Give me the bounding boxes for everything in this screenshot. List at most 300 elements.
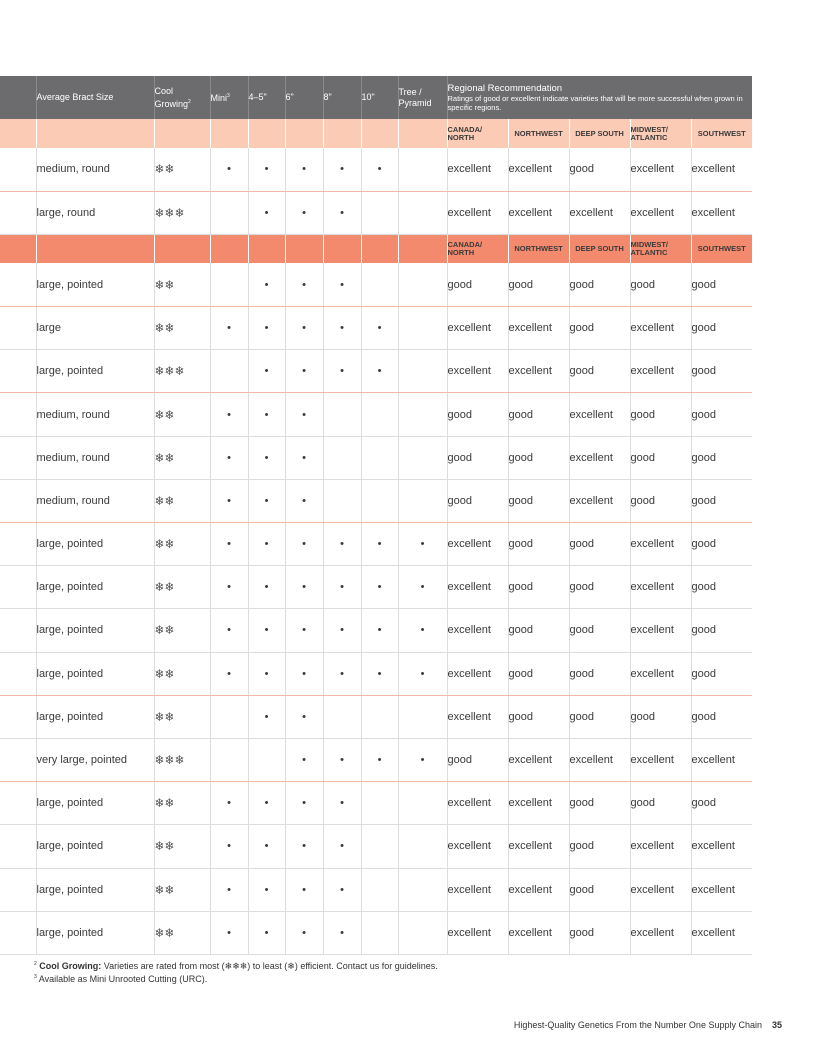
section-blank-cell xyxy=(36,234,154,263)
region-label-southwest: SOUTHWEST xyxy=(691,119,752,148)
size-8-cell: • xyxy=(323,825,361,868)
size-8-cell: • xyxy=(323,652,361,695)
table-row xyxy=(0,523,752,566)
size-8-cell: • xyxy=(323,566,361,609)
rating-northwest-cell: good xyxy=(508,695,569,738)
rating-canada-cell: good xyxy=(447,479,508,522)
rating-midwest-cell: excellent xyxy=(630,566,691,609)
row-blank-cell xyxy=(0,782,36,825)
tree-pyramid-cell xyxy=(398,350,447,393)
rating-southwest-cell: excellent xyxy=(691,191,752,234)
rating-northwest-cell: excellent xyxy=(508,738,569,781)
rating-midwest-cell: excellent xyxy=(630,868,691,911)
rating-midwest-cell: excellent xyxy=(630,523,691,566)
size-10-cell xyxy=(361,782,398,825)
mini-cell: • xyxy=(210,868,248,911)
region-label-deep-south: DEEP SOUTH xyxy=(569,119,630,148)
rating-southwest-cell: excellent xyxy=(691,148,752,191)
rating-midwest-cell: excellent xyxy=(630,738,691,781)
rating-deep-south-cell: good xyxy=(569,609,630,652)
rating-canada-cell: good xyxy=(447,436,508,479)
section-blank-cell xyxy=(36,119,154,148)
table-row xyxy=(0,263,752,306)
size-4-5-cell: • xyxy=(248,148,285,191)
row-blank-cell xyxy=(0,609,36,652)
tree-pyramid-cell xyxy=(398,911,447,954)
rating-southwest-cell: good xyxy=(691,436,752,479)
tree-pyramid-cell: • xyxy=(398,652,447,695)
row-blank-cell xyxy=(0,479,36,522)
row-blank-cell xyxy=(0,652,36,695)
table-row xyxy=(0,868,752,911)
header-4-5: 4–5" xyxy=(248,76,285,119)
size-10-cell xyxy=(361,868,398,911)
header-8: 8" xyxy=(323,76,361,119)
rating-canada-cell: excellent xyxy=(447,911,508,954)
size-6-cell: • xyxy=(285,566,323,609)
rating-southwest-cell: excellent xyxy=(691,868,752,911)
size-4-5-cell: • xyxy=(248,191,285,234)
row-blank-cell xyxy=(0,436,36,479)
size-4-5-cell: • xyxy=(248,263,285,306)
bract-size-cell: medium, round xyxy=(36,393,154,436)
region-label-northwest: NORTHWEST xyxy=(508,119,569,148)
rating-deep-south-cell: excellent xyxy=(569,393,630,436)
rating-midwest-cell: excellent xyxy=(630,825,691,868)
cool-growing-cell: ❄❄ xyxy=(154,307,210,350)
cool-growing-cell: ❄❄ xyxy=(154,868,210,911)
mini-cell: • xyxy=(210,911,248,954)
table-body xyxy=(0,119,752,954)
row-blank-cell xyxy=(0,350,36,393)
section-blank-cell xyxy=(0,234,36,263)
tree-pyramid-cell: • xyxy=(398,609,447,652)
size-10-cell xyxy=(361,695,398,738)
rating-northwest-cell: good xyxy=(508,436,569,479)
size-6-cell: • xyxy=(285,652,323,695)
rating-midwest-cell: excellent xyxy=(630,191,691,234)
bract-size-cell: large, pointed xyxy=(36,263,154,306)
cool-growing-cell: ❄❄ xyxy=(154,479,210,522)
size-8-cell: • xyxy=(323,911,361,954)
table-row xyxy=(0,479,752,522)
size-10-cell: • xyxy=(361,148,398,191)
size-8-cell: • xyxy=(323,738,361,781)
size-8-cell xyxy=(323,479,361,522)
rating-northwest-cell: good xyxy=(508,566,569,609)
size-6-cell: • xyxy=(285,825,323,868)
size-4-5-cell: • xyxy=(248,911,285,954)
size-10-cell: • xyxy=(361,566,398,609)
bract-size-cell: large, pointed xyxy=(36,566,154,609)
size-8-cell xyxy=(323,436,361,479)
header-6: 6" xyxy=(285,76,323,119)
rating-canada-cell: excellent xyxy=(447,609,508,652)
size-6-cell: • xyxy=(285,350,323,393)
size-4-5-cell: • xyxy=(248,479,285,522)
tree-pyramid-cell xyxy=(398,307,447,350)
cool-growing-cell: ❄❄ xyxy=(154,148,210,191)
table-row xyxy=(0,393,752,436)
tree-pyramid-cell xyxy=(398,436,447,479)
mini-cell: • xyxy=(210,393,248,436)
cool-growing-cell: ❄❄ xyxy=(154,609,210,652)
rating-northwest-cell: good xyxy=(508,523,569,566)
rating-northwest-cell: excellent xyxy=(508,350,569,393)
size-10-cell: • xyxy=(361,523,398,566)
header-tree-pyramid: Tree / Pyramid xyxy=(398,76,447,119)
size-8-cell xyxy=(323,695,361,738)
rating-midwest-cell: excellent xyxy=(630,148,691,191)
size-8-cell: • xyxy=(323,782,361,825)
bract-size-cell: large, pointed xyxy=(36,652,154,695)
section-header-row xyxy=(0,119,752,148)
region-label-canada: CANADA/ NORTH xyxy=(447,234,508,263)
header-blank xyxy=(0,76,36,119)
rating-canada-cell: good xyxy=(447,263,508,306)
size-6-cell: • xyxy=(285,393,323,436)
mini-cell xyxy=(210,263,248,306)
size-10-cell: • xyxy=(361,609,398,652)
table-row xyxy=(0,436,752,479)
header-row xyxy=(0,76,752,119)
size-4-5-cell: • xyxy=(248,695,285,738)
mini-cell xyxy=(210,191,248,234)
rating-northwest-cell: excellent xyxy=(508,782,569,825)
row-blank-cell xyxy=(0,738,36,781)
row-blank-cell xyxy=(0,825,36,868)
size-6-cell: • xyxy=(285,695,323,738)
row-blank-cell xyxy=(0,566,36,609)
tree-pyramid-cell xyxy=(398,825,447,868)
size-6-cell: • xyxy=(285,609,323,652)
section-blank-cell xyxy=(154,119,210,148)
size-10-cell xyxy=(361,825,398,868)
section-blank-cell xyxy=(398,234,447,263)
table-row xyxy=(0,738,752,781)
bract-size-cell: large, pointed xyxy=(36,782,154,825)
tree-pyramid-cell xyxy=(398,263,447,306)
size-4-5-cell xyxy=(248,738,285,781)
row-blank-cell xyxy=(0,191,36,234)
bract-size-cell: very large, pointed xyxy=(36,738,154,781)
rating-southwest-cell: good xyxy=(691,695,752,738)
size-6-cell: • xyxy=(285,148,323,191)
size-4-5-cell: • xyxy=(248,782,285,825)
header-10: 10" xyxy=(361,76,398,119)
bract-size-cell: large xyxy=(36,307,154,350)
table-row xyxy=(0,350,752,393)
bract-size-cell: large, pointed xyxy=(36,825,154,868)
bract-size-cell: large, pointed xyxy=(36,695,154,738)
rating-midwest-cell: good xyxy=(630,393,691,436)
table-row xyxy=(0,609,752,652)
size-4-5-cell: • xyxy=(248,652,285,695)
table-row xyxy=(0,825,752,868)
tree-pyramid-cell: • xyxy=(398,523,447,566)
bract-size-cell: medium, round xyxy=(36,436,154,479)
table-row xyxy=(0,652,752,695)
section-blank-cell xyxy=(361,119,398,148)
size-6-cell: • xyxy=(285,868,323,911)
size-8-cell: • xyxy=(323,191,361,234)
size-8-cell: • xyxy=(323,523,361,566)
row-blank-cell xyxy=(0,695,36,738)
rating-canada-cell: excellent xyxy=(447,191,508,234)
size-10-cell: • xyxy=(361,307,398,350)
cool-growing-cell: ❄❄❄ xyxy=(154,350,210,393)
cool-growing-cell: ❄❄ xyxy=(154,825,210,868)
rating-deep-south-cell: good xyxy=(569,307,630,350)
bract-size-cell: large, pointed xyxy=(36,350,154,393)
mini-cell: • xyxy=(210,566,248,609)
section-blank-cell xyxy=(210,119,248,148)
section-blank-cell xyxy=(0,119,36,148)
table-row xyxy=(0,307,752,350)
size-8-cell: • xyxy=(323,350,361,393)
rating-deep-south-cell: good xyxy=(569,523,630,566)
cool-growing-cell: ❄❄ xyxy=(154,523,210,566)
footer-tagline: Highest-Quality Genetics From the Number One Supply Chain xyxy=(513,1020,762,1030)
rating-southwest-cell: good xyxy=(691,609,752,652)
rating-deep-south-cell: good xyxy=(569,148,630,191)
size-8-cell xyxy=(323,393,361,436)
rating-southwest-cell: good xyxy=(691,350,752,393)
row-blank-cell xyxy=(0,523,36,566)
rating-midwest-cell: good xyxy=(630,695,691,738)
mini-cell: • xyxy=(210,148,248,191)
rating-northwest-cell: excellent xyxy=(508,191,569,234)
row-blank-cell xyxy=(0,393,36,436)
bract-size-cell: large, pointed xyxy=(36,868,154,911)
cool-growing-cell: ❄❄ xyxy=(154,652,210,695)
table-row xyxy=(0,782,752,825)
rating-northwest-cell: good xyxy=(508,393,569,436)
region-label-northwest: NORTHWEST xyxy=(508,234,569,263)
rating-deep-south-cell: excellent xyxy=(569,738,630,781)
rating-northwest-cell: excellent xyxy=(508,911,569,954)
header-bract-size: Average Bract Size xyxy=(36,76,154,119)
tree-pyramid-cell: • xyxy=(398,738,447,781)
size-4-5-cell: • xyxy=(248,566,285,609)
size-8-cell: • xyxy=(323,868,361,911)
size-6-cell: • xyxy=(285,191,323,234)
mini-cell: • xyxy=(210,652,248,695)
header-cool-growing: Cool Growing$^2$ xyxy=(154,76,210,119)
section-blank-cell xyxy=(285,119,323,148)
rating-canada-cell: excellent xyxy=(447,782,508,825)
rating-northwest-cell: excellent xyxy=(508,868,569,911)
rating-canada-cell: excellent xyxy=(447,825,508,868)
page-footer xyxy=(514,1020,782,1030)
page-number: 35 xyxy=(771,1020,782,1030)
mini-cell: • xyxy=(210,307,248,350)
region-label-deep-south: DEEP SOUTH xyxy=(569,234,630,263)
size-4-5-cell: • xyxy=(248,825,285,868)
size-4-5-cell: • xyxy=(248,609,285,652)
rating-southwest-cell: excellent xyxy=(691,911,752,954)
cool-growing-cell: ❄❄ xyxy=(154,911,210,954)
rating-northwest-cell: good xyxy=(508,263,569,306)
rating-northwest-cell: excellent xyxy=(508,825,569,868)
size-4-5-cell: • xyxy=(248,436,285,479)
table-row xyxy=(0,566,752,609)
rating-canada-cell: excellent xyxy=(447,566,508,609)
rating-canada-cell: excellent xyxy=(447,307,508,350)
rating-northwest-cell: good xyxy=(508,652,569,695)
mini-cell xyxy=(210,350,248,393)
rating-deep-south-cell: good xyxy=(569,825,630,868)
size-10-cell xyxy=(361,263,398,306)
rating-canada-cell: excellent xyxy=(447,868,508,911)
section-blank-cell xyxy=(210,234,248,263)
row-blank-cell xyxy=(0,148,36,191)
region-label-midwest: MIDWEST/ ATLANTIC xyxy=(630,234,691,263)
bract-size-cell: large, pointed xyxy=(36,911,154,954)
rating-midwest-cell: excellent xyxy=(630,911,691,954)
cool-growing-cell: ❄❄ xyxy=(154,695,210,738)
size-6-cell: • xyxy=(285,911,323,954)
rating-canada-cell: excellent xyxy=(447,523,508,566)
rating-canada-cell: excellent xyxy=(447,148,508,191)
cool-growing-cell: ❄❄❄ xyxy=(154,191,210,234)
size-8-cell: • xyxy=(323,148,361,191)
size-4-5-cell: • xyxy=(248,523,285,566)
size-6-cell: • xyxy=(285,263,323,306)
size-10-cell: • xyxy=(361,350,398,393)
rating-deep-south-cell: good xyxy=(569,350,630,393)
cool-growing-cell: ❄❄ xyxy=(154,263,210,306)
size-10-cell xyxy=(361,191,398,234)
rating-midwest-cell: good xyxy=(630,263,691,306)
rating-southwest-cell: excellent xyxy=(691,738,752,781)
cool-growing-cell: ❄❄❄ xyxy=(154,738,210,781)
rating-northwest-cell: excellent xyxy=(508,307,569,350)
size-4-5-cell: • xyxy=(248,868,285,911)
section-blank-cell xyxy=(398,119,447,148)
region-label-southwest: SOUTHWEST xyxy=(691,234,752,263)
size-4-5-cell: • xyxy=(248,307,285,350)
rating-deep-south-cell: good xyxy=(569,652,630,695)
rating-deep-south-cell: good xyxy=(569,695,630,738)
bract-size-cell: large, pointed xyxy=(36,609,154,652)
footnote-mini: $^3$ Available as Mini Unrooted Cutting (URC). xyxy=(34,974,208,984)
rating-midwest-cell: excellent xyxy=(630,350,691,393)
mini-cell: • xyxy=(210,479,248,522)
section-blank-cell xyxy=(361,234,398,263)
table-row xyxy=(0,148,752,191)
mini-cell xyxy=(210,695,248,738)
section-blank-cell xyxy=(323,234,361,263)
rating-canada-cell: good xyxy=(447,738,508,781)
bract-size-cell: medium, round xyxy=(36,479,154,522)
section-blank-cell xyxy=(154,234,210,263)
section-blank-cell xyxy=(248,234,285,263)
rating-southwest-cell: good xyxy=(691,263,752,306)
region-label-canada: CANADA/ NORTH xyxy=(447,119,508,148)
size-10-cell xyxy=(361,911,398,954)
mini-cell: • xyxy=(210,825,248,868)
size-6-cell: • xyxy=(285,523,323,566)
rating-canada-cell: excellent xyxy=(447,652,508,695)
rating-midwest-cell: excellent xyxy=(630,609,691,652)
tree-pyramid-cell xyxy=(398,393,447,436)
size-10-cell: • xyxy=(361,652,398,695)
size-10-cell xyxy=(361,393,398,436)
size-4-5-cell: • xyxy=(248,350,285,393)
rating-deep-south-cell: excellent xyxy=(569,479,630,522)
table-row xyxy=(0,695,752,738)
footnotes xyxy=(34,959,438,985)
section-blank-cell xyxy=(248,119,285,148)
size-6-cell: • xyxy=(285,782,323,825)
variety-table xyxy=(0,76,752,955)
rating-canada-cell: good xyxy=(447,393,508,436)
rating-canada-cell: excellent xyxy=(447,350,508,393)
cool-growing-cell: ❄❄ xyxy=(154,436,210,479)
rating-southwest-cell: good xyxy=(691,523,752,566)
rating-canada-cell: excellent xyxy=(447,695,508,738)
rating-midwest-cell: excellent xyxy=(630,307,691,350)
rating-deep-south-cell: excellent xyxy=(569,436,630,479)
tree-pyramid-cell: • xyxy=(398,566,447,609)
rating-southwest-cell: good xyxy=(691,652,752,695)
bract-size-cell: large, pointed xyxy=(36,523,154,566)
cool-growing-cell: ❄❄ xyxy=(154,566,210,609)
row-blank-cell xyxy=(0,868,36,911)
rating-deep-south-cell: excellent xyxy=(569,191,630,234)
tree-pyramid-cell xyxy=(398,479,447,522)
size-6-cell: • xyxy=(285,307,323,350)
tree-pyramid-cell xyxy=(398,191,447,234)
size-10-cell xyxy=(361,436,398,479)
rating-midwest-cell: excellent xyxy=(630,652,691,695)
mini-cell: • xyxy=(210,436,248,479)
rating-midwest-cell: good xyxy=(630,782,691,825)
rating-midwest-cell: good xyxy=(630,436,691,479)
table-row xyxy=(0,911,752,954)
header-regional-recommendation: Regional Recommendation Ratings of good or excellent indicate varieties that will be more successful when grown in specific regions. xyxy=(447,76,752,119)
bract-size-cell: medium, round xyxy=(36,148,154,191)
rating-deep-south-cell: good xyxy=(569,868,630,911)
rating-southwest-cell: good xyxy=(691,307,752,350)
mini-cell: • xyxy=(210,609,248,652)
bract-size-cell: large, round xyxy=(36,191,154,234)
rating-deep-south-cell: good xyxy=(569,566,630,609)
rating-northwest-cell: good xyxy=(508,609,569,652)
tree-pyramid-cell xyxy=(398,782,447,825)
rating-northwest-cell: excellent xyxy=(508,148,569,191)
cool-growing-cell: ❄❄ xyxy=(154,782,210,825)
mini-cell xyxy=(210,738,248,781)
rating-midwest-cell: good xyxy=(630,479,691,522)
region-label-midwest: MIDWEST/ ATLANTIC xyxy=(630,119,691,148)
rating-deep-south-cell: good xyxy=(569,911,630,954)
tree-pyramid-cell xyxy=(398,695,447,738)
row-blank-cell xyxy=(0,911,36,954)
size-6-cell: • xyxy=(285,479,323,522)
section-header-row xyxy=(0,234,752,263)
footnote-cool-growing: $^2$ Cool Growing: Varieties are rated from most (❄❄❄) to least (❄) efficient. Contact us for guidelines. xyxy=(34,961,438,971)
tree-pyramid-cell xyxy=(398,868,447,911)
size-8-cell: • xyxy=(323,609,361,652)
rating-northwest-cell: good xyxy=(508,479,569,522)
size-10-cell: • xyxy=(361,738,398,781)
row-blank-cell xyxy=(0,263,36,306)
mini-cell: • xyxy=(210,782,248,825)
size-10-cell xyxy=(361,479,398,522)
rating-southwest-cell: good xyxy=(691,479,752,522)
